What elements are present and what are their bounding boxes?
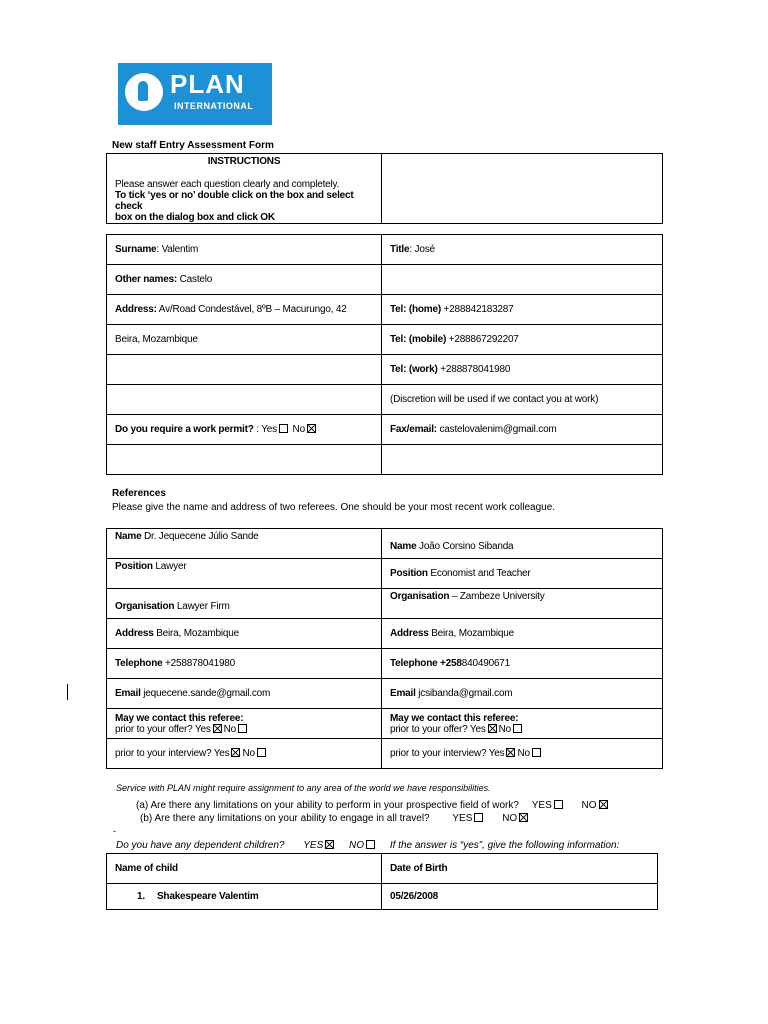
children-yes-label: YES	[303, 840, 324, 851]
ref2-telephone-cell	[382, 649, 663, 679]
ref2-contact-interview-cell	[382, 739, 663, 769]
ref1-offer-no-label: No	[223, 723, 237, 735]
title-value[interactable]: : José	[409, 244, 435, 255]
question-b-no-checkbox[interactable]	[519, 813, 528, 822]
ref1-offer-yes-checkbox[interactable]	[213, 724, 222, 733]
ref2-name-value[interactable]: João Corsino Sibanda	[416, 541, 514, 552]
question-a-row	[136, 800, 610, 811]
question-b: (b) Are there any limitations on your ability to engage in all travel?	[140, 813, 430, 824]
question-a-yes-checkbox[interactable]	[554, 800, 563, 809]
ref1-organisation-label: Organisation	[115, 601, 175, 612]
tel-mobile-cell	[382, 325, 663, 355]
child-logo-icon	[125, 73, 163, 111]
references-table	[106, 528, 663, 769]
separator-dash: -	[113, 826, 116, 836]
ref1-offer-no-checkbox[interactable]	[238, 724, 247, 733]
instructions-empty-cell	[382, 154, 663, 224]
ref1-address-label: Address	[115, 628, 154, 639]
ref1-interview-label: prior to your interview? Yes	[115, 748, 230, 759]
references-heading: References	[112, 488, 166, 499]
personal-details-table	[106, 234, 663, 475]
work-permit-cell	[107, 415, 382, 445]
ref2-interview-no-label: No	[517, 748, 530, 759]
work-permit-yes-label: : Yes	[253, 424, 277, 435]
question-a-no-checkbox[interactable]	[599, 800, 608, 809]
surname-value[interactable]: : Valentim	[156, 244, 199, 255]
empty-cell	[107, 445, 382, 475]
instructions-heading: INSTRUCTIONS	[207, 156, 281, 167]
instructions-line3: box on the dialog box and click OK	[115, 212, 275, 223]
ref2-position-label: Position	[390, 568, 428, 579]
text-cursor	[67, 684, 68, 700]
ref1-name-value[interactable]: Dr. Jequecene Júlio Sande	[141, 531, 259, 542]
children-yes-checkbox[interactable]	[325, 840, 334, 849]
work-permit-no-checkbox[interactable]	[307, 424, 316, 433]
tel-home-value[interactable]: +288842183287	[440, 304, 514, 315]
service-note: Service with PLAN might require assignment to any area of the world we have responsibilities.	[116, 783, 491, 793]
address-label: Address:	[115, 304, 157, 315]
empty-cell	[107, 385, 382, 415]
ref1-interview-no-checkbox[interactable]	[257, 748, 266, 757]
tel-work-value[interactable]: +288878041980	[437, 364, 511, 375]
ref2-name-cell	[382, 529, 663, 559]
plan-international-logo	[118, 63, 272, 125]
question-b-yes-checkbox[interactable]	[474, 813, 483, 822]
empty-cell	[107, 355, 382, 385]
work-permit-no-label: No	[289, 424, 305, 435]
ref1-organisation-value[interactable]: Lawyer Firm	[174, 601, 230, 612]
empty-cell	[382, 445, 663, 475]
instructions-line1: Please answer each question clearly and completely.	[115, 179, 340, 190]
address-line2-cell	[107, 325, 382, 355]
question-a-yes-label: YES	[531, 800, 552, 811]
fax-email-label: Fax/email:	[390, 424, 437, 435]
children-no-label: NO	[349, 840, 365, 851]
references-instruction: Please give the name and address of two referees. One should be your most recent work colleague.	[112, 502, 556, 513]
tel-work-cell	[382, 355, 663, 385]
ref2-address-label: Address	[390, 628, 429, 639]
ref2-offer-no-label: No	[498, 723, 512, 735]
address-value[interactable]: Av/Road Condestável, 8ºB – Macurungo, 42	[156, 304, 347, 315]
ref2-offer-yes-checkbox[interactable]	[488, 724, 497, 733]
ref1-telephone-cell	[107, 649, 382, 679]
child-row-name[interactable]: Shakespeare Valentim	[156, 891, 259, 902]
ref1-position-label: Position	[115, 561, 153, 572]
question-a: (a) Are there any limitations on your ability to perform in your prospective field of work?	[136, 800, 519, 811]
other-names-cell	[107, 265, 382, 295]
ref1-name-cell	[107, 529, 382, 559]
ref1-address-value[interactable]: Beira, Mozambique	[153, 628, 239, 639]
ref2-address-value[interactable]: Beira, Mozambique	[428, 628, 514, 639]
ref2-organisation-label: Organisation	[390, 591, 450, 602]
surname-cell	[107, 235, 382, 265]
work-permit-label: Do you require a work permit?	[115, 424, 254, 435]
form-title: New staff Entry Assessment Form	[112, 140, 274, 151]
tel-mobile-value[interactable]: +288867292207	[446, 334, 519, 345]
empty-cell	[382, 265, 663, 295]
ref1-email-cell	[107, 679, 382, 709]
ref1-interview-yes-checkbox[interactable]	[231, 748, 240, 757]
ref2-offer-no-checkbox[interactable]	[513, 724, 522, 733]
ref1-contact-interview-cell	[107, 739, 382, 769]
tel-work-label: Tel: (work)	[390, 364, 438, 375]
children-table	[106, 853, 658, 910]
ref1-organisation-cell	[107, 589, 382, 619]
child-row-dob[interactable]: 05/26/2008	[382, 884, 658, 910]
ref1-email-label: Email	[115, 688, 141, 699]
ref1-position-cell	[107, 559, 382, 589]
address-line2[interactable]: Beira, Mozambique	[115, 334, 198, 345]
surname-label: Surname	[115, 244, 157, 255]
ref2-contact-offer-cell	[382, 709, 663, 739]
ref2-email-label: Email	[390, 688, 416, 699]
instructions-line2: To tick ‘yes or no’ double click on the box and select check	[115, 190, 354, 212]
tel-home-cell	[382, 295, 663, 325]
ref1-position-value[interactable]: Lawyer	[152, 561, 187, 572]
ref1-telephone-value[interactable]: +258878041980	[162, 658, 236, 669]
ref2-interview-yes-checkbox[interactable]	[506, 748, 515, 757]
question-a-no-label: NO	[581, 800, 597, 811]
address-cell	[107, 295, 382, 325]
ref2-address-cell	[382, 619, 663, 649]
ref2-position-cell	[382, 559, 663, 589]
children-no-checkbox[interactable]	[366, 840, 375, 849]
child-row-name-cell	[107, 884, 382, 910]
instructions-cell	[107, 154, 382, 224]
logo-sub: INTERNATIONAL	[174, 101, 254, 111]
ref1-name-label: Name	[115, 531, 142, 542]
tel-home-label: Tel: (home)	[390, 304, 441, 315]
ref2-offer-label: prior to your offer? Yes	[390, 723, 486, 735]
other-names-value[interactable]: Castelo	[177, 274, 213, 285]
ref2-name-label: Name	[390, 541, 417, 552]
ref2-telephone-prefix[interactable]: +258	[437, 658, 462, 669]
fax-email-value[interactable]: castelovalenim@gmail.com	[436, 424, 557, 435]
ref2-telephone-label: Telephone	[390, 658, 438, 669]
ref2-position-value[interactable]: Economist and Teacher	[427, 568, 531, 579]
child-dob-header: Date of Birth	[382, 854, 658, 884]
instructions-table	[106, 153, 663, 224]
ref2-interview-label: prior to your interview? Yes	[390, 748, 505, 759]
child-name-header: Name of child	[107, 854, 382, 884]
ref1-telephone-label: Telephone	[115, 658, 163, 669]
ref2-interview-no-checkbox[interactable]	[532, 748, 541, 757]
ref2-telephone-value[interactable]: 840490671	[461, 658, 511, 669]
ref1-contact-offer-cell	[107, 709, 382, 739]
ref2-organisation-value[interactable]: – Zambeze University	[449, 591, 545, 602]
question-b-yes-label: YES	[452, 813, 473, 824]
discretion-cell	[382, 385, 663, 415]
title-cell	[382, 235, 663, 265]
ref1-contact-label: May we contact this referee:	[115, 712, 244, 724]
ref1-offer-label: prior to your offer? Yes	[115, 723, 211, 735]
tel-mobile-label: Tel: (mobile)	[390, 334, 447, 345]
children-question-row	[116, 840, 619, 851]
logo-brand: PLAN	[170, 69, 245, 99]
ref1-email-value[interactable]: jequecene.sande@gmail.com	[140, 688, 271, 699]
ref1-interview-no-label: No	[242, 748, 255, 759]
ref2-contact-label: May we contact this referee:	[390, 712, 519, 724]
ref2-organisation-cell	[382, 589, 663, 619]
children-follow-text: If the answer is “yes”, give the following information:	[389, 840, 620, 851]
work-permit-yes-checkbox[interactable]	[279, 424, 288, 433]
ref2-email-cell	[382, 679, 663, 709]
fax-email-cell	[382, 415, 663, 445]
other-names-label: Other names:	[115, 274, 178, 285]
ref1-address-cell	[107, 619, 382, 649]
question-b-no-label: NO	[502, 813, 518, 824]
discretion-note: (Discretion will be used if we contact you at work)	[390, 394, 599, 405]
question-b-row	[140, 813, 530, 824]
ref2-email-value[interactable]: jcsibanda@gmail.com	[415, 688, 513, 699]
title-label: Title	[390, 244, 410, 255]
children-question: Do you have any dependent children?	[116, 840, 285, 851]
child-row-number: 1.	[137, 891, 145, 902]
